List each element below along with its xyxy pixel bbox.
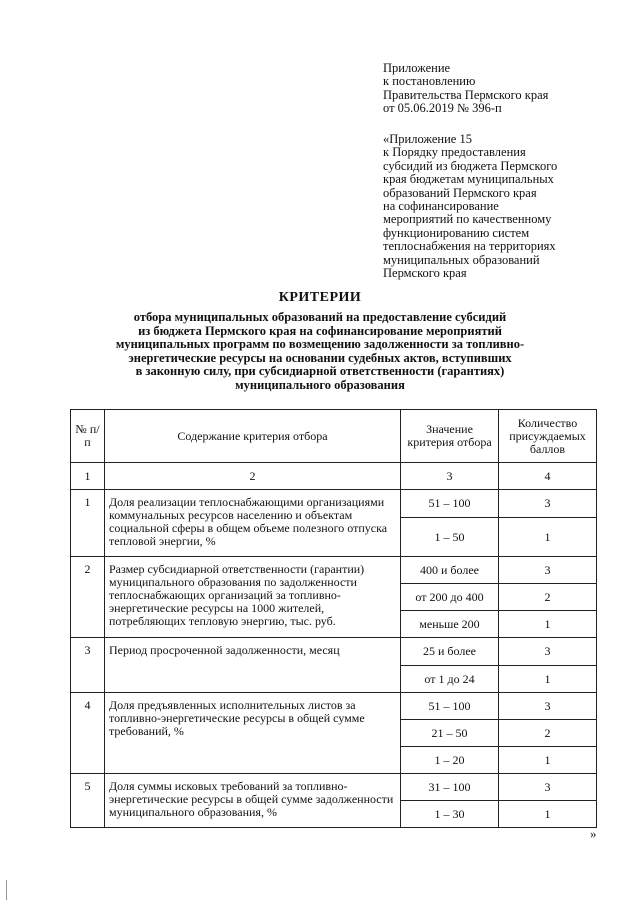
appendix15-line: на софинансирование: [383, 199, 499, 214]
header-points: Количество присуждаемых баллов: [499, 410, 597, 463]
criterion-number: 2: [71, 557, 105, 638]
appendix15-line: субсидий из бюджета Пермского: [383, 158, 558, 173]
table-row: [71, 638, 597, 666]
criterion-value: 21 – 50: [401, 720, 499, 747]
column-index: 1: [71, 463, 105, 490]
document-subtitle: [40, 311, 600, 393]
subtitle-line: муниципальных программ по возмещению задолженности за топливно-: [115, 337, 525, 352]
appendix15-line: теплоснабжения на территориях: [383, 239, 556, 254]
criterion-value: 51 – 100: [401, 693, 499, 720]
header-content: Содержание критерия отбора: [105, 410, 401, 463]
criterion-text: Доля реализации теплоснабжающими организациями коммунальных ресурсов населению и объектам социальной сферы в общем объеме полезного отпуска тепловой энергии, %: [105, 490, 401, 557]
subtitle-line: из бюджета Пермского края на софинансирование мероприятий: [138, 323, 502, 338]
appendix15-line: мероприятий по качественному: [383, 212, 552, 227]
column-index: 2: [105, 463, 401, 490]
criterion-points: 3: [499, 638, 597, 666]
table-row: [71, 693, 597, 720]
criterion-text: Доля суммы исковых требований за топливно-энергетические ресурсы в общей сумме задолженности муниципального образования, %: [105, 774, 401, 828]
appendix-line: Правительства Пермского края: [383, 87, 549, 102]
appendix15-line: «Приложение 15: [383, 132, 472, 146]
closing-quote: »: [590, 826, 597, 841]
table-row: [71, 557, 597, 584]
criterion-number: 1: [71, 490, 105, 557]
column-index: 4: [499, 463, 597, 490]
appendix15-header: [383, 133, 628, 280]
table-row: [71, 774, 597, 801]
scan-edge-mark: [6, 880, 7, 900]
table-row: [71, 490, 597, 518]
criterion-value: 1 – 50: [401, 518, 499, 557]
criterion-value: меньше 200: [401, 611, 499, 638]
criterion-text: Размер субсидиарной ответственности (гарантии) муниципального образования по задолженности теплоснабжающих организаций за топливно-энергетические ресурсы на 1000 жителей, потребляющих тепловую энергию, тыс. руб.: [105, 557, 401, 638]
header-num: № п/п: [71, 410, 105, 463]
criterion-value: 25 и более: [401, 638, 499, 666]
criterion-value: от 200 до 400: [401, 584, 499, 611]
criterion-value: 31 – 100: [401, 774, 499, 801]
criterion-text: Период просроченной задолженности, месяц: [105, 638, 401, 693]
table-header-row: [71, 410, 597, 463]
appendix-header: [383, 62, 628, 116]
appendix15-line: функционированию систем: [383, 225, 530, 240]
subtitle-line: в законную силу, при субсидиарной ответственности (гарантиях): [135, 364, 505, 379]
header-value: Значение критерия отбора: [401, 410, 499, 463]
criterion-text: Доля предъявленных исполнительных листов за топливно-энергетические ресурсы в общей сумме требований, %: [105, 693, 401, 774]
appendix15-line: Пермского края: [383, 266, 467, 281]
criterion-points: 3: [499, 693, 597, 720]
appendix15-line: муниципальных образований: [383, 252, 540, 267]
criterion-points: 2: [499, 720, 597, 747]
criterion-points: 1: [499, 747, 597, 774]
appendix-line: Приложение: [383, 61, 451, 75]
criterion-points: 1: [499, 611, 597, 638]
subtitle-line: отбора муниципальных образований на предоставление субсидий: [133, 310, 507, 324]
criterion-points: 1: [499, 666, 597, 693]
appendix15-line: к Порядку предоставления: [383, 145, 526, 160]
criterion-value: 1 – 20: [401, 747, 499, 774]
criterion-points: 2: [499, 584, 597, 611]
criterion-number: 3: [71, 638, 105, 693]
criterion-points: 3: [499, 557, 597, 584]
appendix-line: к постановлению: [383, 74, 476, 89]
criterion-value: от 1 до 24: [401, 666, 499, 693]
appendix15-line: образований Пермского края: [383, 185, 537, 200]
criterion-points: 3: [499, 490, 597, 518]
criterion-points: 1: [499, 518, 597, 557]
criterion-value: 400 и более: [401, 557, 499, 584]
criterion-number: 5: [71, 774, 105, 828]
appendix15-line: края бюджетам муниципальных: [383, 172, 554, 187]
subtitle-line: муниципального образования: [235, 377, 405, 392]
criterion-value: 51 – 100: [401, 490, 499, 518]
appendix-line: от 05.06.2019 № 396-п: [383, 101, 502, 116]
criterion-number: 4: [71, 693, 105, 774]
subtitle-line: энергетические ресурсы на основании судебных актов, вступивших: [128, 350, 512, 365]
column-index: 3: [401, 463, 499, 490]
criterion-points: 1: [499, 801, 597, 828]
criterion-value: 1 – 30: [401, 801, 499, 828]
criteria-table: [70, 409, 597, 828]
criterion-points: 3: [499, 774, 597, 801]
document-title: КРИТЕРИИ: [278, 290, 362, 305]
column-index-row: [71, 463, 597, 490]
